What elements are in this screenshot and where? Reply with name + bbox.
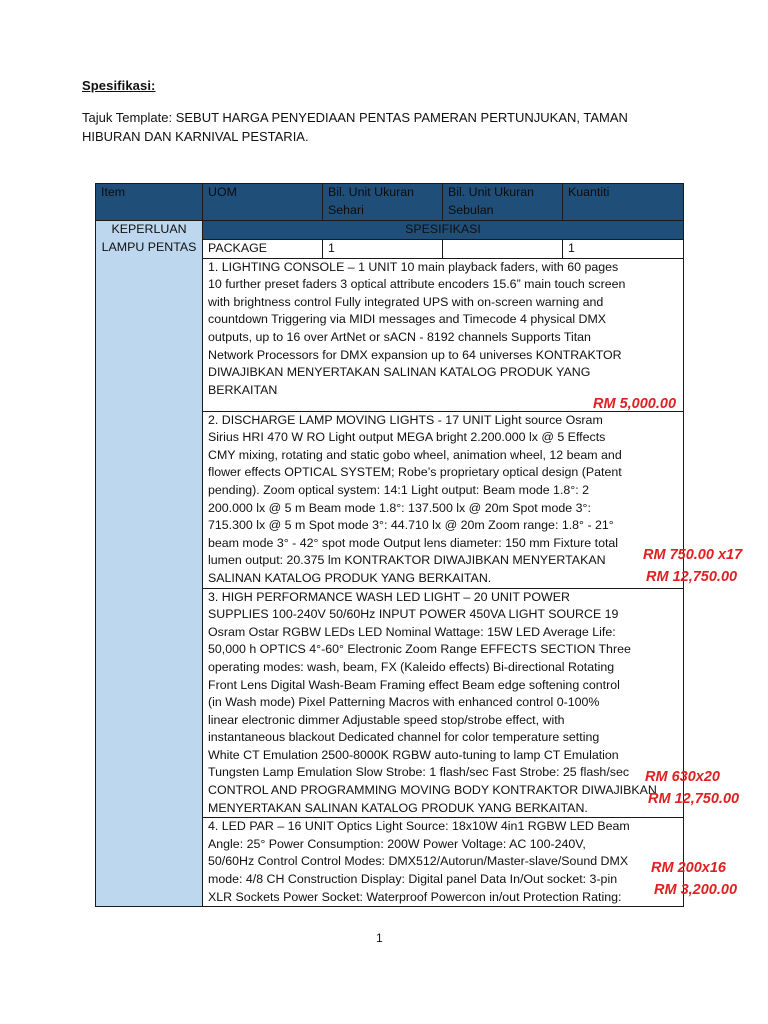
template-title: Tajuk Template: SEBUT HARGA PENYEDIAAN PENTAS PAMERAN PERTUNJUKAN, TAMAN HIBURAN DAN KARNIVAL PESTARIA. <box>82 110 628 144</box>
item-4-description: 4. LED PAR – 16 UNIT Optics Light Source: 18x10W 4in1 RGBW LED Beam Angle: 25° Power Consumption: 200W Power Voltage: AC 100-240V, 50/60Hz Control Control Modes: DMX512/Autorun/Master-slave/Sound DMX mode: 4/8 CH Construction Display: Digital panel Data In/Out socket: 3-pin XLR Sockets Power Socket: Waterproof Powercon in/out Protection Rating: <box>203 818 684 907</box>
header-item: Item <box>96 184 203 221</box>
price-annotation-3 <box>645 766 739 810</box>
price-annotation-4-line2: RM 3,200.00 <box>654 882 738 898</box>
item-3-description: 3. HIGH PERFORMANCE WASH LED LIGHT – 20 UNIT POWER SUPPLIES 100-240V 50/60Hz INPUT POWER 450VA LIGHT SOURCE 19 Osram Ostar RGBW LEDs LED Nominal Wattage: 15W LED Average Life: 50,000 h OPTICS 4°-60° Electronic Zoom Range EFFECTS SECTION Three operating modes: wash, beam, FX (Kaleido effects) Bi-directional Rotating Front Lens Digital Wash-Beam Framing effect Beam edge softening control (in Wash mode) Pixel Patterning Macros with enhanced control 0-100% linear electronic dimmer Adjustable speed stop/strobe effect, with instantaneous blackout Dedicated channel for color temperature setting White CT Emulation 2500-8000K RGBW auto-tuning to lamp CT Emulation Tungsten Lamp Emulation Slow Strobe: 1 flash/sec Fast Strobe: 25 flash/sec CONTROL AND PROGRAMMING MOVING BODY KONTRAKTOR DIWAJIBKAN MENYERTAKAN SALINAN KATALOG PRODUK YANG BERKAITAN. <box>203 588 684 818</box>
package-uom: PACKAGE <box>203 239 323 258</box>
specification-table <box>95 183 684 907</box>
header-unit-daily: Bil. Unit Ukuran Sehari <box>323 184 443 221</box>
package-quantity: 1 <box>563 239 684 258</box>
spec-header-row <box>96 221 684 240</box>
header-unit-monthly: Bil. Unit Ukuran Sebulan <box>443 184 563 221</box>
package-monthly <box>443 239 563 258</box>
item-1-description: 1. LIGHTING CONSOLE – 1 UNIT 10 main playback faders, with 60 pages 10 further preset faders 3 optical attribute encoders 15.6” main touch screen with brightness control Fully integrated UPS with on-screen warning and countdown Triggering via MIDI messages and Timecode 4 physical DMX outputs, up to 16 over ArtNet or sACN - 8192 channels Supports Titan Network Processors for DMX expansion up to 64 universes KONTRAKTOR DIWAJIBKAN MENYERTAKAN SALINAN KATALOG PRODUK YANG BERKAITAN <box>203 258 684 411</box>
price-annotation-3-line1: RM 630x20 <box>645 769 720 785</box>
price-annotation-4-line1: RM 200x16 <box>651 860 726 876</box>
price-annotation-1 <box>593 393 676 415</box>
price-annotation-2-line1: RM 750.00 x17 <box>643 547 743 563</box>
price-annotation-3-line2: RM 12,750.00 <box>648 791 740 807</box>
price-annotation-2 <box>643 544 742 588</box>
price-annotation-4 <box>651 857 737 901</box>
package-daily: 1 <box>323 239 443 258</box>
header-uom: UOM <box>203 184 323 221</box>
price-annotation-2-line2: RM 12,750.00 <box>646 569 738 585</box>
table-header-row <box>96 184 684 221</box>
category-cell: KEPERLUAN LAMPU PENTAS <box>96 221 203 907</box>
item-2-description: 2. DISCHARGE LAMP MOVING LIGHTS - 17 UNIT Light source Osram Sirius HRI 470 W RO Light output MEGA bright 2.200.000 lx @ 5 Effects CMY mixing, rotating and static gobo wheel, animation wheel, 12 beam and flower effects OPTICAL SYSTEM; Robe’s proprietary optical design (Patent pending). Zoom optical system: 14:1 Light output: Beam mode 1.8°: 2 200.000 lx @ 5 m Beam mode 1.8°: 137.500 lx @ 20m Spot mode 3°: 715.300 lx @ 5 m Spot mode 3°: 44.710 lx @ 20m Zoom range: 1.8° - 21° beam mode 3° - 42° spot mode Output lens diameter: 150 mm Fixture total lumen output: 20.375 lm KONTRAKTOR DIWAJIBKAN MENYERTAKAN SALINAN KATALOG PRODUK YANG BERKAITAN. <box>203 411 684 588</box>
page-number: 1 <box>376 931 383 945</box>
price-annotation-1-line1: RM 5,000.00 <box>593 396 677 412</box>
section-heading: Spesifikasi: <box>82 78 156 93</box>
header-quantity: Kuantiti <box>563 184 684 221</box>
spec-header: SPESIFIKASI <box>203 221 684 240</box>
